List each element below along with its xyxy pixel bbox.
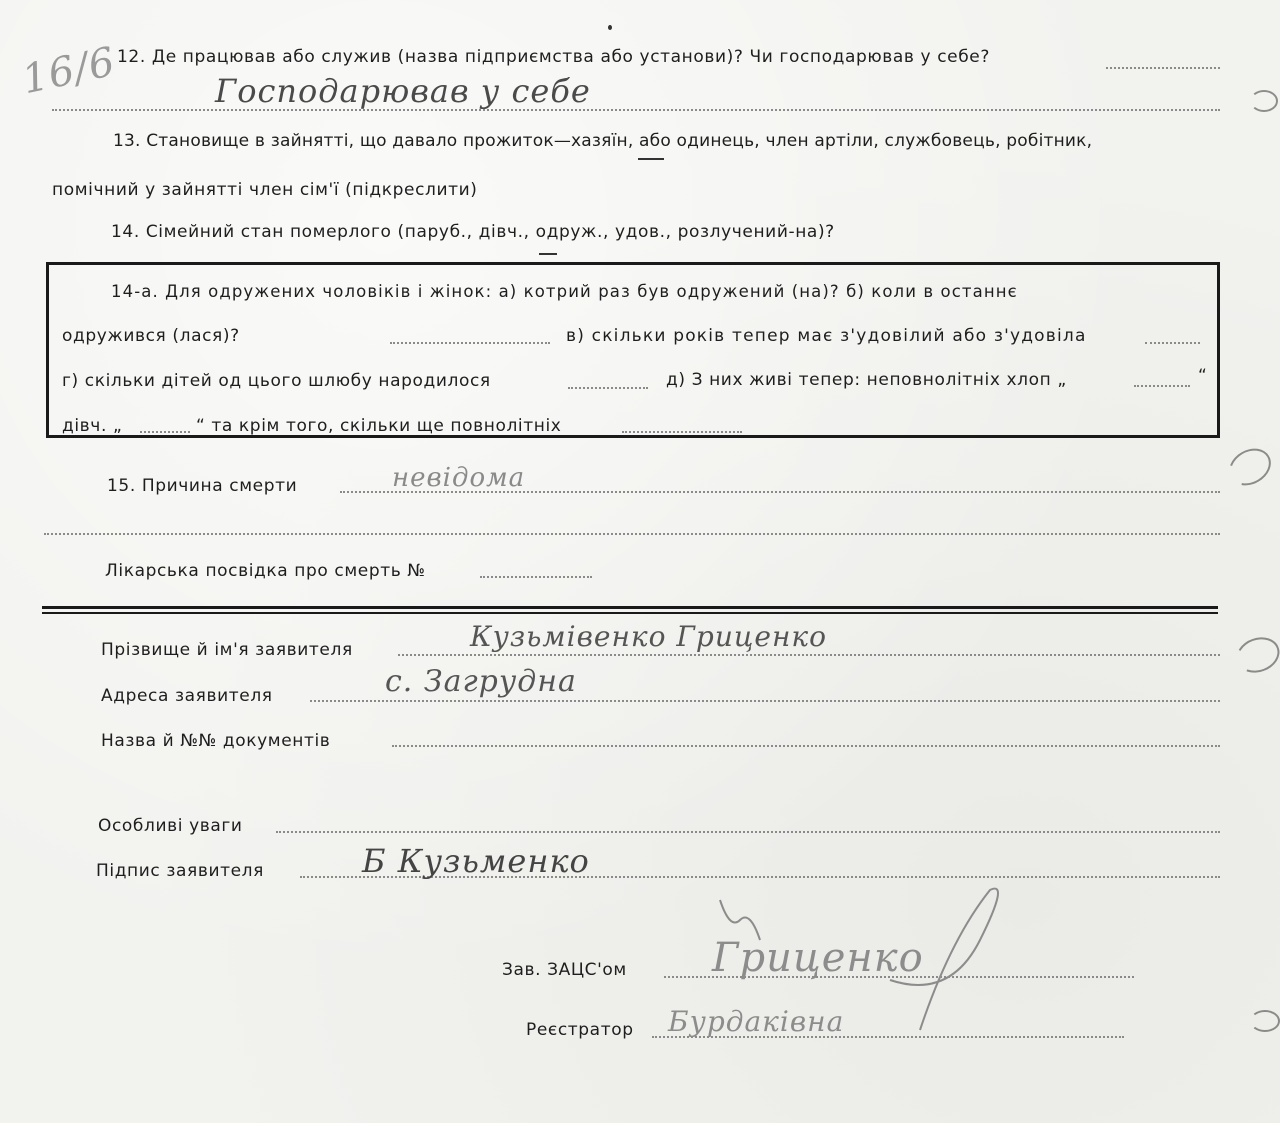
documents-line[interactable] [392, 745, 1220, 747]
q14a-line4-a: дівч. „ [62, 416, 123, 436]
binding-mark-icon [1232, 632, 1280, 679]
applicant-address-value[interactable]: с. Загрудна [385, 664, 577, 699]
applicant-name-label: Прізвище й ім'я заявителя [101, 640, 353, 660]
q14a-line2-a: одружився (лася)? [62, 326, 240, 346]
q12-label: 12. Де працював або служив (назва підприємства або установи)? Чи господарював у себе? [117, 47, 990, 67]
binding-mark-icon [1250, 90, 1278, 112]
q14a-line1: 14-а. Для одружених чоловіків і жінок: а) котрий раз був одружений (на)? б) коли в останнє [111, 282, 1018, 301]
section-divider-bottom [42, 612, 1218, 614]
medical-certificate-number-field[interactable] [480, 576, 592, 578]
q14a-minor-girls-field[interactable] [140, 431, 190, 433]
q14a-line3-a: г) скільки дітей од цього шлюбу народилося [62, 371, 491, 391]
registrar-signature[interactable]: Бурдаківна [668, 1005, 845, 1038]
q14a-minor-boys-field[interactable] [1134, 385, 1190, 387]
q14a-line4-b: “ та крім того, скільки ще повнолітніх [196, 416, 562, 436]
applicant-address-label: Адреса заявителя [101, 686, 273, 706]
q12-answer-line [52, 109, 1220, 111]
applicant-name-line [398, 654, 1220, 656]
q14a-children-born-field[interactable] [568, 387, 648, 389]
margin-note: 16/6 [18, 38, 120, 104]
section-divider-top [42, 606, 1218, 609]
remarks-line[interactable] [276, 831, 1220, 833]
applicant-address-line [310, 700, 1220, 702]
q15-label: 15. Причина смерти [107, 476, 298, 496]
ink-dot [608, 25, 612, 30]
q14a-line2-b: в) скільки років тепер має з'удовілий або з'удовіла [566, 326, 1087, 346]
medical-certificate-label: Лікарська посвідка про смерть № [105, 561, 426, 581]
q12-fill-line [1106, 67, 1220, 69]
q14a-remarried-field[interactable] [390, 342, 550, 344]
q15-second-line [44, 533, 1220, 535]
q14a-widow-years-field[interactable] [1145, 342, 1200, 344]
q13-label-line2: помічний у зайнятті член сім'ї (підкреслити) [52, 180, 478, 200]
q14a-line3-c: “ [1198, 366, 1208, 386]
q13-underline-hazyain [638, 158, 664, 160]
q14a-adults-field[interactable] [622, 431, 742, 433]
head-zags-label: Зав. ЗАЦС'ом [502, 960, 627, 980]
q12-answer[interactable]: Господарював у себе [215, 72, 591, 110]
q14-label: 14. Сімейний стан померлого (паруб., дівч., одруж., удов., розлучений-на)? [111, 222, 835, 242]
binding-mark-icon [1250, 1010, 1280, 1032]
q15-answer[interactable]: невідома [392, 463, 526, 493]
binding-mark-icon [1222, 441, 1277, 492]
q13-label-line1: 13. Становище в зайнятті, що давало прожиток—хазяїн, або одинець, член артіли, службовець, робітник, [113, 131, 1093, 151]
q14a-line3-b: д) З них живі тепер: неповнолітніх хлоп „ [666, 370, 1067, 390]
applicant-signature-label: Підпис заявителя [96, 861, 264, 881]
documents-label: Назва й №№ документів [101, 731, 331, 751]
applicant-signature-value[interactable]: Б Кузьменко [362, 842, 590, 880]
registrar-label: Реєстратор [526, 1020, 634, 1040]
remarks-label: Особливі уваги [98, 816, 243, 836]
head-zags-signature[interactable]: Гриценко [712, 935, 924, 981]
q14-underline-divch [539, 253, 557, 255]
applicant-name-value[interactable]: Кузьмівенко Гриценко [470, 620, 828, 653]
